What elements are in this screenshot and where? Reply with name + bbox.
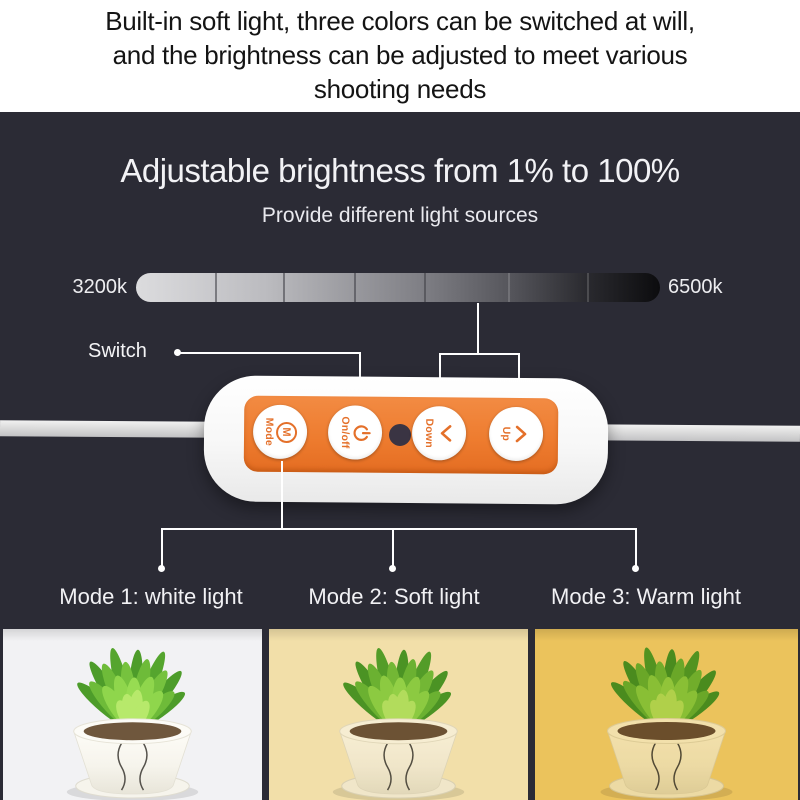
mode-button-label: Mode [262, 417, 276, 446]
modes-bracket-v3 [635, 528, 637, 568]
onoff-button-content [328, 405, 382, 459]
switch-line-horizontal [179, 352, 361, 354]
plant-photo [535, 629, 798, 800]
segment-divider [587, 273, 589, 302]
feature-title: Adjustable brightness from 1% to 100% [120, 152, 680, 189]
ir-sensor-dot [389, 424, 411, 446]
bracket-dot-2 [389, 565, 396, 572]
photo-panel-soft-light [269, 629, 528, 800]
mode-1-label: Mode 1: white light [59, 584, 243, 609]
feature-subtitle: Provide different light sources [261, 204, 539, 227]
onoff-button-label: On/off [338, 416, 352, 449]
up-button [489, 407, 543, 461]
mode-button-content [253, 405, 307, 459]
mode-3-label: Mode 3: Warm light [551, 584, 741, 609]
modes-bracket-v2 [392, 528, 394, 568]
temp-label-3200k: 3200k [72, 276, 127, 298]
mode-2-label: Mode 2: Soft light [308, 584, 480, 609]
photo-panel-white-light [3, 629, 262, 800]
color-temperature-bar [136, 273, 660, 302]
temp-label-6500k: 6500k [668, 276, 723, 298]
modes-bracket-top [161, 528, 637, 530]
down-button-label: Down [423, 418, 436, 448]
bar-pointer-line [477, 303, 479, 354]
segment-divider [354, 273, 356, 302]
chevron-down-icon [436, 422, 454, 444]
plant-photo [269, 629, 528, 800]
bracket-dot-1 [158, 565, 165, 572]
m-circle-icon: M [276, 421, 297, 442]
photo-panel-warm-light [535, 629, 798, 800]
modes-bracket-v1 [161, 528, 163, 568]
switch-label: Switch [88, 340, 147, 362]
up-button-content [489, 407, 543, 461]
plant-photo [3, 629, 262, 800]
segment-divider [215, 273, 217, 302]
up-button-label: Up [500, 426, 513, 442]
segment-divider [424, 273, 426, 302]
intro-line-3: shooting needs [313, 74, 487, 104]
mode-stem-line [281, 461, 283, 528]
segment-divider [508, 273, 510, 302]
down-button [412, 406, 466, 460]
chevron-up-icon [513, 423, 531, 445]
intro-line-1: Built-in soft light, three colors can be switched at will, [105, 6, 695, 36]
segment-divider [283, 273, 285, 302]
updown-bracket-top [439, 353, 520, 355]
power-icon [352, 423, 371, 442]
remote-control [203, 375, 608, 505]
feature-section [0, 112, 800, 800]
onoff-button [328, 405, 382, 459]
intro-section [0, 0, 800, 112]
mode-button [253, 405, 307, 459]
intro-line-2: and the brightness can be adjusted to meet various [112, 40, 688, 70]
bracket-dot-3 [632, 565, 639, 572]
remote-panel [244, 396, 559, 475]
down-button-content [412, 406, 466, 460]
